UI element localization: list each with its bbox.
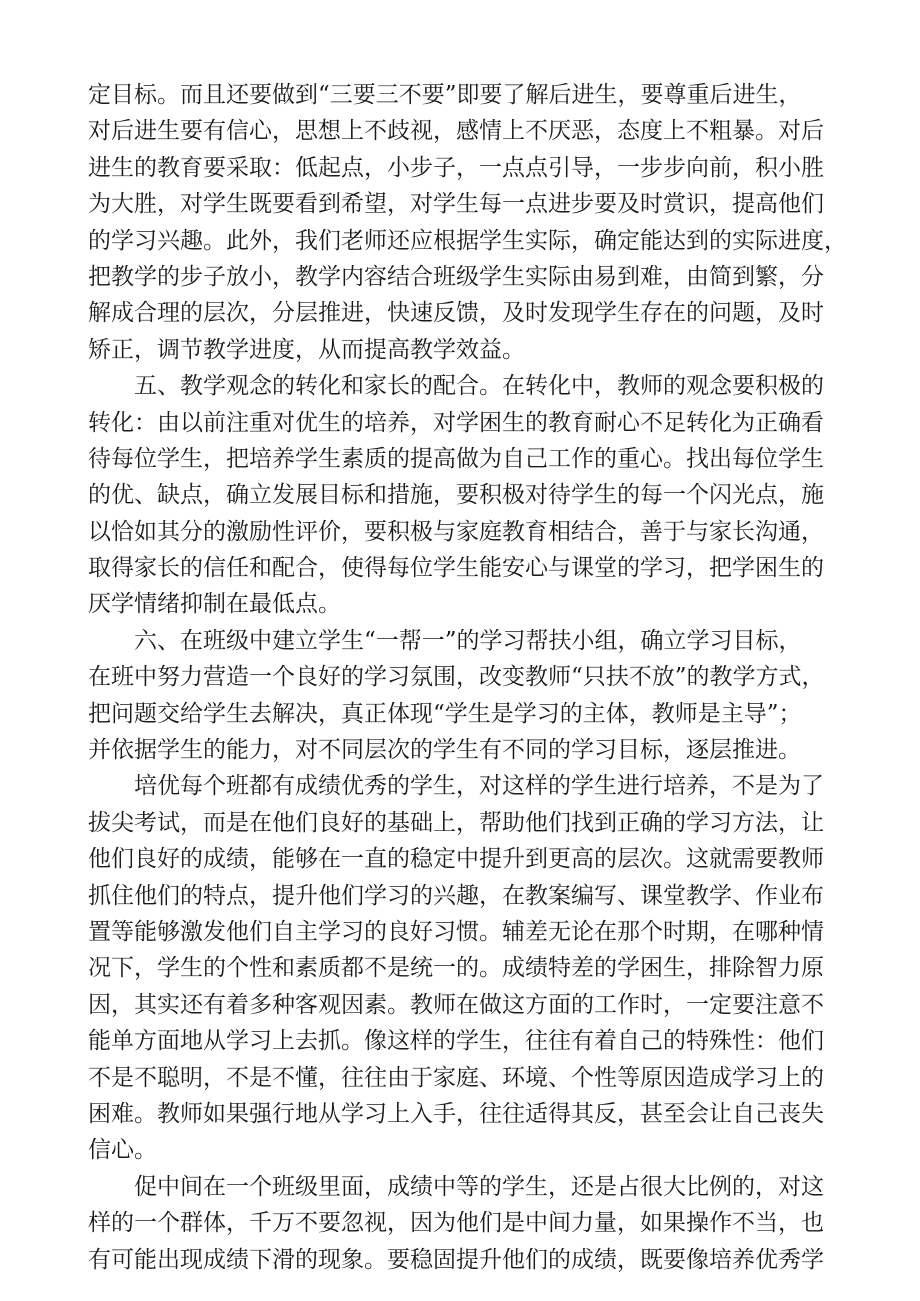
text-line: 困难。教师如果强行地从学习上入手，往往适得其反，甚至会让自己丧失 (88, 1100, 824, 1127)
paragraph-start-line: 培优每个班都有成绩优秀的学生，对这样的学生进行培养，不是为了 (134, 773, 824, 800)
text-line: 能单方面地从学习上去抓。像这样的学生，往往有着自己的特殊性：他们 (88, 1028, 824, 1055)
text-line: 的优、缺点，确立发展目标和措施，要积极对待学生的每一个闪光点，施 (88, 482, 824, 509)
text-line: 为大胜，对学生既要看到希望，对学生每一点进步要及时赏识，提高他们 (88, 191, 824, 218)
text-line: 并依据学生的能力，对不同层次的学生有不同的学习目标，逐层推进。 (88, 737, 801, 764)
text-line: 样的一个群体，千万不要忽视，因为他们是中间力量，如果操作不当，也 (88, 1210, 824, 1237)
text-line: 对后进生要有信心，思想上不歧视，感情上不厌恶，态度上不粗暴。对后 (88, 118, 824, 145)
text-line: 矫正，调节教学进度，从而提高教学效益。 (88, 336, 525, 363)
text-line: 转化：由以前注重对优生的培养，对学困生的教育耐心不足转化为正确看 (88, 409, 824, 436)
text-line: 厌学情绪抑制在最低点。 (88, 591, 341, 618)
text-line: 因，其实还有着多种客观因素。教师在做这方面的工作时，一定要注意不 (88, 991, 824, 1018)
text-line: 信心。 (88, 1137, 157, 1164)
text-line: 解成合理的层次，分层推进，快速反馈，及时发现学生存在的问题，及时 (88, 300, 824, 327)
text-line: 况下，学生的个性和素质都不是统一的。成绩特差的学困生，排除智力原 (88, 955, 824, 982)
text-line: 拔尖考试，而是在他们良好的基础上，帮助他们找到正确的学习方法，让 (88, 809, 824, 836)
text-line: 的学习兴趣。此外，我们老师还应根据学生实际，确定能达到的实际进度， (88, 227, 847, 254)
text-line: 不是不聪明，不是不懂，往往由于家庭、环境、个性等原因造成学习上的 (88, 1064, 824, 1091)
text-line: 把问题交给学生去解决，真正体现“学生是学习的主体，教师是主导”； (88, 700, 802, 727)
text-line: 取得家长的信任和配合，使得每位学生能安心与课堂的学习，把学困生的 (88, 555, 824, 582)
text-line: 有可能出现成绩下滑的现象。要稳固提升他们的成绩，既要像培养优秀学 (88, 1246, 824, 1273)
paragraph-start-line: 六、在班级中建立学生“一帮一”的学习帮扶小组，确立学习目标， (134, 627, 802, 654)
text-line: 把教学的步子放小，教学内容结合班级学生实际由易到难，由简到繁，分 (88, 263, 824, 290)
text-line: 进生的教育要采取：低起点，小步子，一点点引导，一步步向前，积小胜 (88, 154, 824, 181)
text-line: 在班中努力营造一个良好的学习氛围，改变教师“只扶不放”的教学方式， (88, 664, 825, 691)
text-line: 他们良好的成绩，能够在一直的稳定中提升到更高的层次。这就需要教师 (88, 846, 824, 873)
text-line: 待每位学生，把培养学生素质的提高做为自己工作的重心。找出每位学生 (88, 445, 824, 472)
text-line: 定目标。而且还要做到“三要三不要”即要了解后进生，要尊重后进生， (88, 82, 802, 108)
text-line: 以恰如其分的激励性评价，要积极与家庭教育相结合，善于与家长沟通， (88, 518, 824, 545)
body-text (88, 77, 847, 1278)
text-line: 抓住他们的特点，提升他们学习的兴趣，在教案编写、课堂教学、作业布 (88, 882, 824, 909)
text-line: 置等能够激发他们自主学习的良好习惯。辅差无论在那个时期，在哪种情 (88, 918, 824, 945)
paragraph-start-line: 促中间在一个班级里面，成绩中等的学生，还是占很大比例的，对这 (134, 1173, 824, 1200)
paragraph-start-line: 五、教学观念的转化和家长的配合。在转化中，教师的观念要积极的 (134, 373, 824, 400)
